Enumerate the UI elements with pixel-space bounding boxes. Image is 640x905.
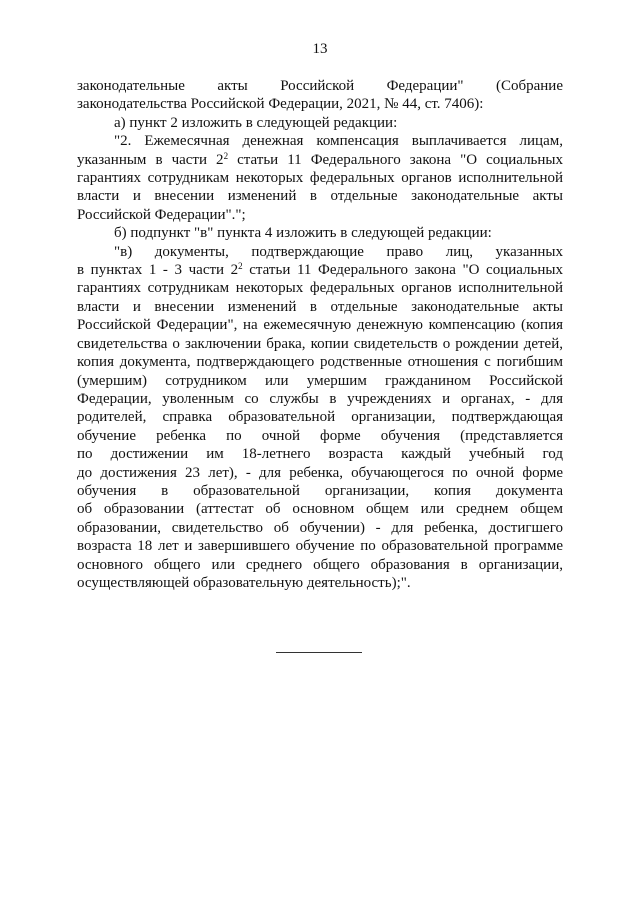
- text-line: возраста 18 лет и завершившего обучение по образовательной программе: [77, 538, 563, 555]
- text-line: по достижении им 18-летнего возраста каждый учебный год: [77, 446, 563, 463]
- text-fragment: указанным в части 2: [77, 151, 224, 168]
- text-line: до достижения 23 лет), - для ребенка, обучающегося по очной форме: [77, 464, 563, 481]
- text-line: [77, 151, 563, 169]
- section-divider: [276, 652, 362, 653]
- text-line: осуществляющей образовательную деятельность);".: [77, 574, 411, 591]
- text-fragment: статьи 11 Федерального закона "О социальных: [228, 151, 563, 168]
- text-line: обучения в образовательной организации, копия документа: [77, 482, 563, 499]
- text-line: "в) документы, подтверждающие право лиц, указанных: [114, 243, 563, 260]
- text-line: Российской Федерации", на ежемесячную денежную компенсацию (копия: [77, 317, 563, 334]
- text-fragment: в пунктах 1 - 3 части 2: [77, 262, 239, 279]
- paragraph-item-a: а) пункт 2 изложить в следующей редакции:: [114, 114, 398, 131]
- text-line: основного общего или среднего общего образования в организации,: [77, 556, 563, 573]
- text-line: гарантиях сотрудникам некоторых федеральных органов исполнительной: [77, 170, 563, 187]
- text-line: об образовании (аттестат об основном общем или среднем общем: [77, 501, 563, 518]
- paragraph-quote-2: [77, 132, 563, 224]
- text-fragment: статьи 11 Федерального закона "О социальных: [242, 262, 563, 279]
- text-line: законодательные акты Российской Федерации" (Собрание: [77, 78, 563, 94]
- text-line: власти и внесении изменений в отдельные законодательные акты: [77, 298, 563, 315]
- document-body: [77, 77, 563, 592]
- text-line: Российской Федерации".";: [77, 206, 246, 223]
- text-line: законодательства Российской Федерации, 2021, № 44, ст. 7406):: [77, 96, 484, 113]
- text-line: (умершим) сотрудником или умершим гражданином Российской: [77, 372, 563, 389]
- text-line: свидетельства о заключении брака, копии свидетельств о рождении детей,: [77, 335, 563, 352]
- text-line: гарантиях сотрудникам некоторых федеральных органов исполнительной: [77, 280, 563, 297]
- paragraph-intro: [77, 77, 563, 114]
- text-line: родителей, справка образовательной организации, подтверждающая: [77, 409, 563, 426]
- text-line: власти и внесении изменений в отдельные законодательные акты: [77, 188, 563, 205]
- text-line: обучение ребенка по очной форме обучения (представляется: [77, 427, 563, 444]
- text-line: [77, 261, 563, 279]
- superscript: 2: [238, 261, 243, 272]
- paragraph-quote-v: [77, 243, 563, 593]
- superscript: 2: [223, 150, 229, 161]
- text-line: "2. Ежемесячная денежная компенсация выплачивается лицам,: [114, 133, 563, 150]
- text-line: Федерации, уволенным со службы в учреждениях и органах, - для: [77, 390, 563, 407]
- page-number: 13: [312, 41, 328, 57]
- paragraph-item-b: б) подпункт "в" пункта 4 изложить в следующей редакции:: [114, 225, 492, 242]
- text-line: копия документа, подтверждающего родственные отношения с погибшим: [77, 354, 563, 371]
- text-line: образовании, свидетельство об обучении) - для ребенка, достигшего: [77, 519, 563, 536]
